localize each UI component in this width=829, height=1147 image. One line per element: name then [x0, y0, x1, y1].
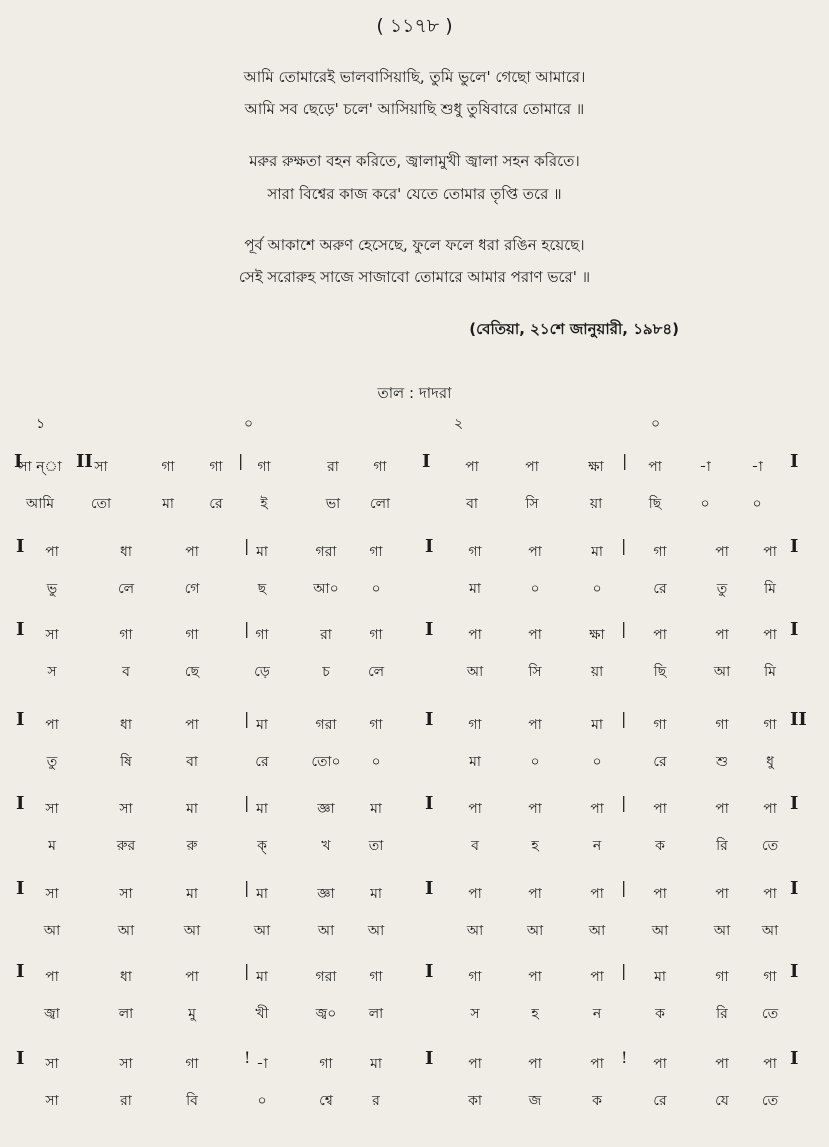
bar-line: |	[244, 709, 250, 728]
swara-note: পা	[528, 717, 542, 733]
swara-note: গা	[369, 544, 383, 560]
lyric-syllable: বি	[186, 1093, 198, 1109]
swara-note: পা	[468, 1056, 482, 1072]
swara-note: সা	[119, 801, 133, 817]
swara-note: -া	[256, 1056, 268, 1072]
swara-note: গরা	[315, 969, 337, 985]
lyric-syllable: রা	[120, 1093, 132, 1109]
swara-note: পা	[468, 627, 482, 643]
bar-line: I	[425, 619, 434, 640]
swara-note: পা	[185, 969, 199, 985]
swara-note: গা	[468, 717, 482, 733]
swara-note: গা	[763, 969, 777, 985]
bar-line: I	[16, 1048, 25, 1069]
beat-marker: ০	[651, 416, 661, 432]
lyric-syllable: খী	[255, 1006, 269, 1022]
beat-marker: ১	[36, 416, 46, 432]
bar-line: I	[790, 536, 799, 557]
swara-note: জ্ঞা	[317, 801, 335, 817]
bar-line: |	[244, 619, 250, 638]
swara-note: মা	[256, 544, 268, 560]
lyric-syllable: বা	[466, 496, 478, 512]
lyric-syllable: ছে	[184, 664, 200, 680]
bar-line: |	[244, 793, 250, 812]
lyric-syllable: ন	[592, 838, 602, 854]
lyric-syllable: স	[470, 1006, 480, 1022]
lyric-syllable: সি	[525, 496, 539, 512]
lyric-syllable: ছ	[257, 581, 267, 597]
swara-note: ধা	[120, 969, 132, 985]
lyric-syllable: য়া	[590, 664, 604, 680]
poem-line: সেই সরোরুহ সাজে সাজাবো তোমারে আমার পরাণ ভরে' ॥	[238, 268, 591, 286]
swara-note: গা	[653, 544, 667, 560]
swara-note: পা	[45, 969, 59, 985]
lyric-syllable: ০	[752, 496, 762, 512]
swara-note: -া	[751, 459, 763, 475]
beat-marker: ২	[454, 416, 464, 432]
lyric-syllable: মা	[469, 754, 481, 770]
swara-note: পা	[653, 627, 667, 643]
lyric-syllable: তু	[716, 581, 728, 597]
bar-line: I	[422, 451, 431, 472]
lyric-syllable: মি	[764, 581, 776, 597]
bar-line: I	[14, 451, 23, 472]
swara-note: ক্ষা	[588, 459, 604, 475]
lyric-syllable: আ	[761, 923, 779, 939]
lyric-syllable: য়া	[589, 496, 603, 512]
lyric-syllable: মি	[764, 664, 776, 680]
swara-note: সা	[94, 459, 108, 475]
swara-note: গা	[255, 627, 269, 643]
lyric-syllable: ০	[592, 754, 602, 770]
lyric-syllable: ক	[655, 838, 665, 854]
lyric-syllable: ০	[371, 581, 381, 597]
lyric-syllable: তা	[368, 838, 384, 854]
bar-line: I	[790, 451, 799, 472]
swara-note: গা	[185, 627, 199, 643]
swara-note: পা	[528, 627, 542, 643]
swara-note: পা	[528, 886, 542, 902]
lyric-syllable: রে	[653, 1093, 667, 1109]
bar-line: I	[790, 961, 799, 982]
bar-line: II	[76, 451, 93, 472]
bar-line: I	[16, 536, 25, 557]
lyric-syllable: জ্বা	[44, 1006, 60, 1022]
swara-note: মা	[654, 969, 666, 985]
swara-note: পা	[468, 801, 482, 817]
swara-note: পা	[715, 801, 729, 817]
lyric-syllable: ভা	[325, 496, 341, 512]
bar-line: !	[244, 1048, 251, 1067]
poem-line: সারা বিশ্বের কাজ করে' যেতে তোমার তৃপ্তি তরে ॥	[267, 185, 562, 203]
swara-note: গা	[468, 969, 482, 985]
lyric-syllable: আ০	[313, 581, 339, 597]
lyric-syllable: তো০	[311, 754, 341, 770]
swara-note: পা	[590, 801, 604, 817]
bar-line: !	[621, 1048, 628, 1067]
swara-note: জ্ঞা	[317, 886, 335, 902]
swara-note: পা	[653, 886, 667, 902]
lyric-syllable: রুর	[116, 838, 136, 854]
swara-note: পা	[653, 1056, 667, 1072]
swara-note: ধা	[120, 717, 132, 733]
swara-note: মা	[186, 886, 198, 902]
bar-line: |	[621, 793, 627, 812]
swara-note: গা	[373, 459, 387, 475]
swara-note: মা	[370, 801, 382, 817]
swara-note: পা	[763, 886, 777, 902]
swara-note: পা	[763, 801, 777, 817]
swara-note: গা	[369, 627, 383, 643]
lyric-syllable: আ	[117, 923, 135, 939]
bar-line: |	[244, 878, 250, 897]
poem-line: আমি সব ছেড়ে' চলে' আসিয়াছি শুধু তুষিবারে তোমারে ॥	[244, 100, 585, 118]
lyric-syllable: আ	[183, 923, 201, 939]
lyric-syllable: ০	[530, 754, 540, 770]
swara-note: মা	[256, 969, 268, 985]
swara-note: -া	[699, 459, 711, 475]
swara-note: পা	[715, 627, 729, 643]
bar-line: |	[621, 536, 627, 555]
swara-note: সা	[45, 801, 59, 817]
swara-note: মা	[256, 886, 268, 902]
bar-line: |	[244, 536, 250, 555]
lyric-syllable: শু	[715, 754, 729, 770]
lyric-syllable: তো	[90, 496, 112, 512]
lyric-syllable: রে	[653, 754, 667, 770]
lyric-syllable: রে	[255, 754, 269, 770]
swara-note: পা	[715, 1056, 729, 1072]
lyric-syllable: আমি	[25, 496, 55, 512]
bar-line: |	[622, 451, 628, 470]
swara-note: পা	[528, 544, 542, 560]
lyric-syllable: তে	[761, 838, 779, 854]
swara-note: পা	[590, 1056, 604, 1072]
bar-line: I	[425, 961, 434, 982]
bar-line: I	[425, 793, 434, 814]
lyric-syllable: ব	[471, 838, 479, 854]
swara-note: গা	[161, 459, 175, 475]
swara-note: গরা	[315, 717, 337, 733]
lyric-syllable: আ	[713, 923, 731, 939]
lyric-syllable: রু	[186, 838, 198, 854]
lyric-syllable: মু	[188, 1006, 196, 1022]
lyric-syllable: হ	[531, 838, 539, 854]
swara-note: পা	[185, 717, 199, 733]
swara-note: মা	[591, 544, 603, 560]
lyric-syllable: আ	[253, 923, 271, 939]
swara-note: ক্ষা	[589, 627, 605, 643]
lyric-syllable: লে	[117, 581, 135, 597]
bar-line: I	[16, 619, 25, 640]
swara-note: মা	[370, 1056, 382, 1072]
poem-line: মরুর রুক্ষতা বহন করিতে, জ্বালামুখী জ্বালা সহন করিতে।	[249, 152, 580, 170]
lyric-syllable: লা	[368, 1006, 384, 1022]
swara-note: সা	[45, 1056, 59, 1072]
lyric-syllable: আ	[317, 923, 335, 939]
swara-note: গা	[119, 627, 133, 643]
lyric-syllable: র	[372, 1093, 380, 1109]
swara-note: ধা	[120, 544, 132, 560]
lyric-syllable: ন	[592, 1006, 602, 1022]
swara-note: পা	[528, 801, 542, 817]
lyric-syllable: আ	[466, 923, 484, 939]
swara-note: সা	[119, 886, 133, 902]
lyric-syllable: লা	[118, 1006, 134, 1022]
lyric-syllable: ছি	[653, 664, 667, 680]
swara-note: মা	[591, 717, 603, 733]
lyric-syllable: আ	[651, 923, 669, 939]
swara-note: গা	[653, 717, 667, 733]
swara-note: গরা	[315, 544, 337, 560]
poem-line: আমি তোমারেই ভালবাসিয়াছি, তুমি ভুলে' গেছো আমারে।	[243, 68, 586, 86]
lyric-syllable: কা	[468, 1093, 482, 1109]
bar-line: |	[238, 451, 244, 470]
bar-line: I	[790, 878, 799, 899]
swara-note: গা	[319, 1056, 333, 1072]
bar-line: I	[425, 878, 434, 899]
swara-note: পা	[653, 801, 667, 817]
bar-line: |	[244, 961, 250, 980]
page-number: ( ১১৭৮ )	[376, 15, 453, 37]
lyric-syllable: ধু	[766, 754, 774, 770]
swara-note: পা	[715, 886, 729, 902]
bar-line: I	[425, 1048, 434, 1069]
bar-line: I	[425, 709, 434, 730]
lyric-syllable: হ	[531, 1006, 539, 1022]
swara-note: পা	[763, 544, 777, 560]
beat-marker: ০	[244, 416, 254, 432]
lyric-syllable: লো	[369, 496, 391, 512]
lyric-syllable: তে	[761, 1006, 779, 1022]
swara-note: গা	[209, 459, 223, 475]
bar-line: I	[790, 619, 799, 640]
bar-line: I	[16, 961, 25, 982]
composition-date: (বেতিয়া, ২১শে জানুয়ারী, ১৯৮৪)	[469, 320, 679, 338]
lyric-syllable: লে	[367, 664, 385, 680]
taal-heading: তাল : দাদরা	[377, 384, 452, 402]
swara-note: সা	[45, 627, 59, 643]
bar-line: I	[16, 878, 25, 899]
swara-note: রা	[320, 627, 332, 643]
swara-note: সা	[45, 886, 59, 902]
lyric-syllable: ব	[122, 664, 130, 680]
lyric-syllable: ছি	[648, 496, 662, 512]
bar-line: I	[16, 709, 25, 730]
lyric-syllable: শ্বে	[319, 1093, 333, 1109]
swara-note: গা	[763, 717, 777, 733]
swara-note: পা	[468, 886, 482, 902]
swara-note: পা	[45, 544, 59, 560]
lyric-syllable: চ	[322, 664, 330, 680]
lyric-syllable: ০	[371, 754, 381, 770]
swara-note: পা	[590, 886, 604, 902]
lyric-syllable: গে	[184, 581, 200, 597]
lyric-syllable: ই	[260, 496, 268, 512]
lyric-syllable: ০	[700, 496, 710, 512]
swara-note: গা	[257, 459, 271, 475]
lyric-syllable: মা	[162, 496, 174, 512]
lyric-syllable: খ	[321, 838, 331, 854]
bar-line: I	[790, 1048, 799, 1069]
swara-note: সা ন্‌া	[18, 459, 62, 475]
lyric-syllable: আ	[466, 664, 484, 680]
lyric-syllable: মা	[469, 581, 481, 597]
swara-note: পা	[528, 1056, 542, 1072]
swara-note: সা	[119, 1056, 133, 1072]
swara-note: পা	[528, 969, 542, 985]
poem-line: পূর্ব আকাশে অরুণ হেসেছে, ফুলে ফলে ধরা রঙিন হয়েছে।	[244, 236, 585, 254]
lyric-syllable: ড়ে	[254, 664, 270, 680]
lyric-syllable: আ	[526, 923, 544, 939]
swara-note: মা	[370, 886, 382, 902]
bar-line: II	[790, 709, 807, 730]
swara-note: পা	[648, 459, 662, 475]
swara-note: পা	[763, 627, 777, 643]
lyric-syllable: স	[47, 664, 57, 680]
lyric-syllable: তু	[46, 754, 58, 770]
lyric-syllable: জ	[528, 1093, 542, 1109]
lyric-syllable: জ্ব০	[315, 1006, 337, 1022]
swara-note: রা	[327, 459, 339, 475]
swara-note: পা	[185, 544, 199, 560]
swara-note: গা	[715, 969, 729, 985]
lyric-syllable: সা	[45, 1093, 59, 1109]
bar-line: I	[425, 536, 434, 557]
swara-note: পা	[45, 717, 59, 733]
lyric-syllable: ০	[530, 581, 540, 597]
lyric-syllable: আ	[43, 923, 61, 939]
lyric-syllable: ক্	[257, 838, 267, 854]
bar-line: I	[16, 793, 25, 814]
lyric-syllable: আ	[367, 923, 385, 939]
lyric-syllable: ক	[655, 1006, 665, 1022]
bar-line: |	[621, 709, 627, 728]
swara-note: পা	[465, 459, 479, 475]
swara-note: পা	[763, 1056, 777, 1072]
swara-note: গা	[468, 544, 482, 560]
swara-note: পা	[590, 969, 604, 985]
swara-note: পা	[715, 544, 729, 560]
lyric-syllable: ০	[257, 1093, 267, 1109]
lyric-syllable: তে	[761, 1093, 779, 1109]
lyric-syllable: আ	[588, 923, 606, 939]
swara-note: গা	[715, 717, 729, 733]
lyric-syllable: রি	[716, 1006, 728, 1022]
swara-note: গা	[185, 1056, 199, 1072]
lyric-syllable: ম	[48, 838, 56, 854]
swara-note: মা	[256, 717, 268, 733]
lyric-syllable: ০	[592, 581, 602, 597]
swara-note: গা	[369, 717, 383, 733]
bar-line: I	[790, 793, 799, 814]
lyric-syllable: রি	[716, 838, 728, 854]
bar-line: |	[621, 961, 627, 980]
swara-note: মা	[186, 801, 198, 817]
bar-line: |	[621, 878, 627, 897]
lyric-syllable: রে	[653, 581, 667, 597]
lyric-syllable: আ	[713, 664, 731, 680]
bar-line: |	[621, 619, 627, 638]
lyric-syllable: ক	[592, 1093, 602, 1109]
lyric-syllable: যে	[715, 1093, 729, 1109]
swara-note: পা	[525, 459, 539, 475]
lyric-syllable: সি	[528, 664, 542, 680]
swara-note: মা	[256, 801, 268, 817]
lyric-syllable: রে	[209, 496, 223, 512]
swara-note: গা	[369, 969, 383, 985]
lyric-syllable: ভু	[46, 581, 58, 597]
lyric-syllable: বা	[186, 754, 198, 770]
lyric-syllable: ষি	[120, 754, 132, 770]
